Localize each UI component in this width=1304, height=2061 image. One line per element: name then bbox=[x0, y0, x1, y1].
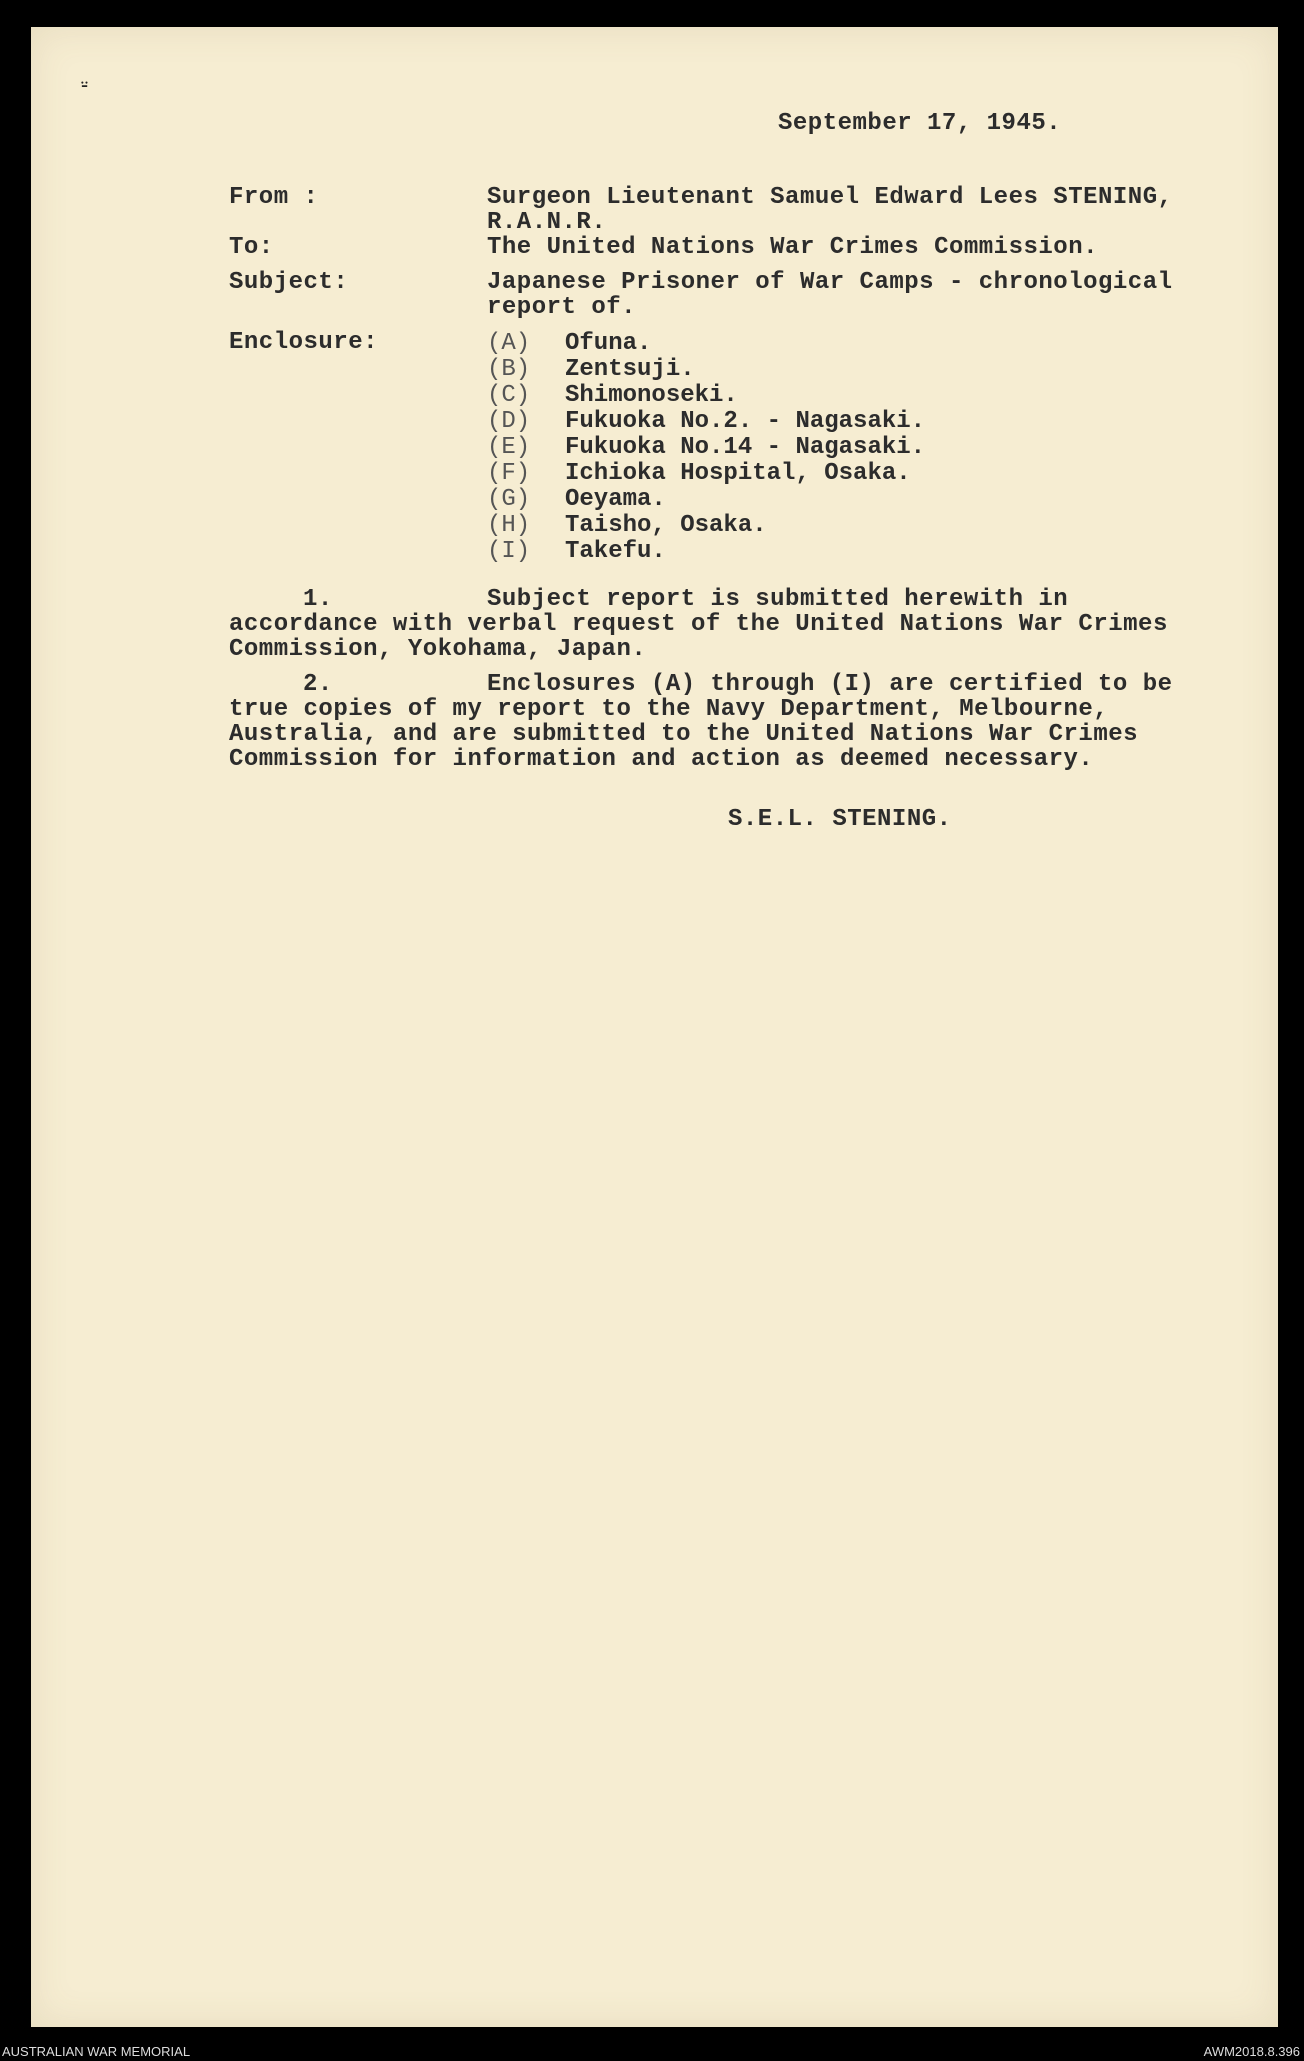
enclosure-item bbox=[487, 382, 738, 408]
document-page bbox=[31, 27, 1278, 2027]
letter-date: September 17, 1945. bbox=[778, 110, 1062, 137]
from-line-2: R.A.N.R. bbox=[487, 209, 607, 236]
enclosure-letter: (I) bbox=[487, 538, 531, 565]
paragraph-line: Australia, and are submitted to the United Nations War Crimes bbox=[229, 721, 1139, 748]
subject-label: Subject: bbox=[229, 269, 349, 296]
enclosure-item bbox=[487, 512, 767, 538]
paragraph-line: true copies of my report to the Navy Department, Melbourne, bbox=[229, 696, 1109, 723]
paragraph-line: Enclosures (A) through (I) are certified to be bbox=[487, 671, 1173, 698]
enclosure-name: Ofuna. bbox=[565, 330, 652, 357]
enclosure-letter: (A) bbox=[487, 330, 531, 357]
to-value: The United Nations War Crimes Commission. bbox=[487, 234, 1098, 261]
enclosure-name: Fukuoka No.14 - Nagasaki. bbox=[565, 434, 926, 461]
enclosure-letter: (G) bbox=[487, 486, 531, 513]
footer-source: AUSTRALIAN WAR MEMORIAL bbox=[2, 2044, 191, 2059]
paragraph-line: accordance with verbal request of the United Nations War Crimes bbox=[229, 611, 1168, 638]
enclosure-name: Taisho, Osaka. bbox=[565, 512, 767, 539]
enclosure-item bbox=[487, 356, 695, 382]
signature: S.E.L. STENING. bbox=[728, 806, 952, 833]
enclosure-item bbox=[487, 460, 911, 486]
from-label: From : bbox=[229, 184, 319, 211]
to-label: To: bbox=[229, 234, 274, 261]
enclosure-letter: (H) bbox=[487, 512, 531, 539]
enclosure-name: Fukuoka No.2. - Nagasaki. bbox=[565, 408, 926, 435]
enclosure-name: Ichioka Hospital, Osaka. bbox=[565, 460, 911, 487]
enclosure-name: Shimonoseki. bbox=[565, 382, 738, 409]
ink-mark: ⸚ bbox=[81, 74, 89, 99]
subject-line-2: report of. bbox=[487, 294, 637, 321]
paragraph-line: Commission, Yokohama, Japan. bbox=[229, 636, 647, 663]
enclosure-item bbox=[487, 330, 651, 356]
enclosure-letter: (E) bbox=[487, 434, 531, 461]
footer-accession: AWM2018.8.396 bbox=[1203, 2044, 1300, 2059]
enclosure-letter: (B) bbox=[487, 356, 531, 383]
enclosure-label: Enclosure: bbox=[229, 329, 379, 356]
paragraph-line: Subject report is submitted herewith in bbox=[487, 586, 1069, 613]
enclosure-name: Takefu. bbox=[565, 538, 666, 565]
enclosure-item bbox=[487, 538, 666, 564]
from-line-1: Surgeon Lieutenant Samuel Edward Lees STENING, bbox=[487, 184, 1173, 211]
enclosure-name: Oeyama. bbox=[565, 486, 666, 513]
subject-line-1: Japanese Prisoner of War Camps - chronological bbox=[487, 269, 1173, 296]
enclosure-letter: (F) bbox=[487, 460, 531, 487]
enclosure-letter: (D) bbox=[487, 408, 531, 435]
enclosure-letter: (C) bbox=[487, 382, 531, 409]
paragraph-number: 2. bbox=[303, 671, 333, 698]
paragraph-line: Commission for information and action as deemed necessary. bbox=[229, 746, 1094, 773]
enclosure-name: Zentsuji. bbox=[565, 356, 695, 383]
enclosure-item bbox=[487, 408, 925, 434]
enclosure-item bbox=[487, 434, 925, 460]
paragraph-number: 1. bbox=[303, 586, 333, 613]
enclosure-item bbox=[487, 486, 666, 512]
